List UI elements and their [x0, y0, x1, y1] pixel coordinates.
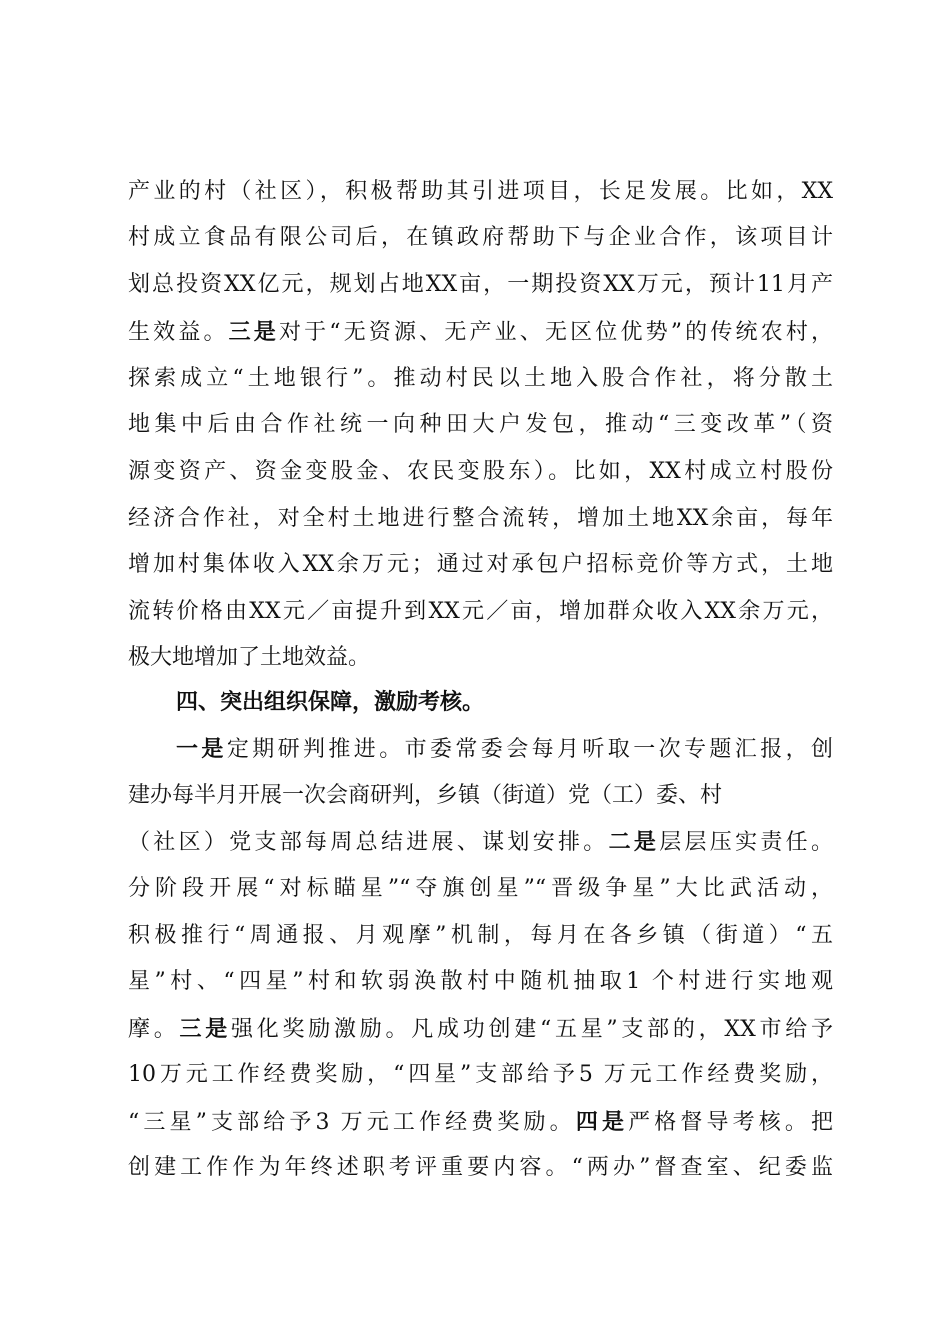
section-heading: 四、突出组织保障，激励考核。: [176, 689, 485, 715]
text-line: 源变资产、资金变股金、农民变股东）。比如，XX村成立村股份: [128, 459, 833, 484]
bold-marker: 二是: [608, 829, 660, 855]
text-line: [128, 1102, 833, 1142]
text-line: 增加村集体收入XX余万元；通过对承包户招标竞价等方式，土地: [128, 552, 833, 577]
text-line: 村成立食品有限公司后，在镇政府帮助下与企业合作，该项目计: [128, 225, 833, 250]
text-segment: 严格督导考核。把: [628, 1110, 833, 1135]
text-line: 积极推行“周通报、月观摩”机制，每月在各乡镇（街道）“五: [128, 923, 833, 948]
text-line: 建办每半月开展一次会商研判，乡镇（街道）党（工）委、村: [128, 783, 723, 808]
text-segment: （社区）党支部每周总结进展、谋划安排。: [128, 830, 609, 855]
text-segment: 摩。: [128, 1017, 180, 1042]
text-line: 探索成立“土地银行”。推动村民以土地入股合作社，将分散土: [128, 366, 833, 391]
bold-marker: 一是: [176, 736, 227, 762]
text-segment: 生效益。: [128, 320, 229, 345]
text-segment: “三星”支部给予3 万元工作经费奖励。: [128, 1110, 576, 1135]
bold-marker: 四是: [575, 1109, 629, 1135]
text-line: [128, 312, 833, 352]
text-line: 划总投资XX亿元，规划占地XX亩，一期投资XX万元，预计11月产: [128, 272, 833, 297]
text-segment: 层层压实责任。: [659, 830, 833, 855]
text-line: 流转价格由XX元／亩提升到XX元／亩，增加群众收入XX余万元，: [128, 599, 833, 624]
text-line: [128, 1009, 833, 1049]
text-line: 创建工作作为年终述职考评重要内容。“两办”督查室、纪委监: [128, 1155, 833, 1180]
text-line: [128, 822, 833, 862]
text-line: 地集中后由合作社统一向种田大户发包，推动“三变改革”（资: [128, 412, 833, 437]
text-line: [176, 729, 833, 769]
text-line: 分阶段开展“对标瞄星”“夺旗创星”“晋级争星”大比武活动，: [128, 876, 833, 901]
text-segment: 定期研判推进。市委常委会每月听取一次专题汇报，创: [226, 737, 833, 762]
bold-marker: 三是: [179, 1016, 231, 1042]
bold-marker: 三是: [228, 319, 279, 345]
text-line: 极大地增加了土地效益。: [128, 645, 371, 670]
text-segment: 强化奖励激励。凡成功创建“五星”支部的，XX市给予: [231, 1017, 833, 1042]
text-line: 星”村、“四星”村和软弱涣散村中随机抽取1 个村进行实地观: [128, 969, 833, 994]
text-line: 10万元工作经费奖励，“四星”支部给予5 万元工作经费奖励，: [128, 1062, 833, 1087]
text-line: 产业的村（社区），积极帮助其引进项目，长足发展。比如，XX: [128, 179, 833, 204]
text-line: 经济合作社，对全村土地进行整合流转，增加土地XX余亩，每年: [128, 506, 833, 531]
text-segment: 对于“无资源、无产业、无区位优势”的传统农村，: [278, 320, 833, 345]
